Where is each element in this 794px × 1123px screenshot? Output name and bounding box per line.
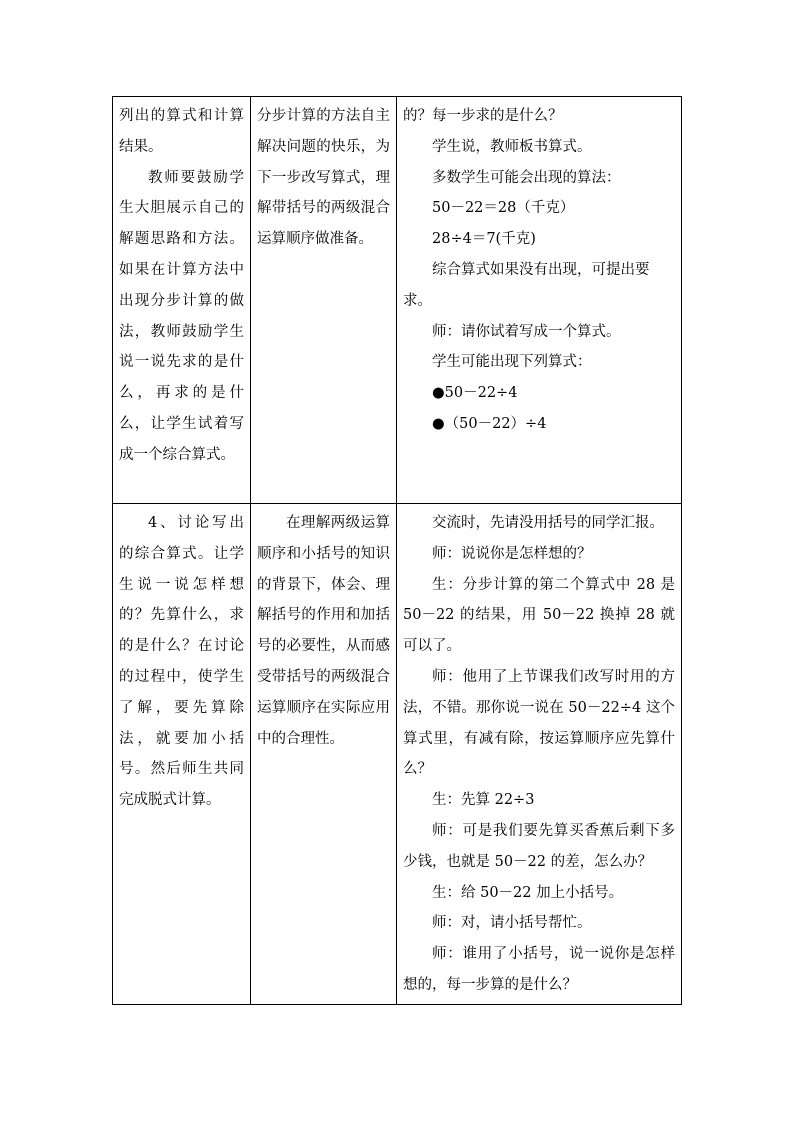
lesson-plan-table [112, 96, 682, 1005]
equation-bullet: ●50－22÷4 [432, 385, 518, 402]
paragraph: 生：分步计算的第二个算式中 28 是 50－22 的结果，用 50－22 换掉 28 就可以了。 [403, 576, 675, 655]
paragraph: 分步计算的方法自主解决问题的快乐，为下一步改写算式，理解带括号的两级混合运算顺序做准备。 [257, 108, 390, 248]
paragraph: 学生可能出现下列算式： [432, 354, 592, 371]
paragraph: 生：给 50－22 加上小括号。 [432, 884, 624, 901]
paragraph: 师：对，请小括号帮忙。 [432, 915, 592, 932]
paragraph: 师：说说你是怎样想的？ [432, 545, 592, 562]
teaching-guidance-cell [113, 97, 251, 504]
paragraph: 在理解两级运算顺序和小括号的知识的背景下，体会、理解括号的作用和加括号的必要性，从而感受带括号的两级混合运算顺序在实际应用中的合理性。 [257, 515, 390, 747]
paragraph: 教师要鼓励学生大胆展示自己的解题思路和方法。如果在计算方法中出现分步计算的做法，教师鼓励学生说一说先求的是什么，再求的是什么，让学生试着写成一个综合算式。 [119, 169, 244, 463]
paragraph: 生：先算 22÷3 [432, 792, 535, 809]
paragraph: 列出的算式和计算结果。 [119, 108, 244, 155]
equation: 50－22＝28（千克） [432, 200, 575, 217]
paragraph: 学生说，教师板书算式。 [432, 138, 592, 155]
teaching-guidance-cell [113, 504, 251, 1005]
equation: 28÷4＝7(千克) [432, 231, 536, 248]
design-intent-cell [251, 504, 397, 1005]
teaching-process-cell [397, 97, 682, 504]
table-row [113, 97, 682, 504]
table-row [113, 504, 682, 1005]
paragraph: 的？每一步求的是什么？ [403, 108, 563, 124]
paragraph: 师：他用了上节课我们改写时用的方法，不错。那你说一说在 50－22÷4 这个算式里，有减有除，按运算顺序应先算什么？ [403, 668, 675, 778]
equation-bullet: ●（50－22）÷4 [432, 415, 547, 432]
design-intent-cell [251, 97, 397, 504]
paragraph: 师：请你试着写成一个算式。 [432, 323, 621, 340]
teaching-process-cell [397, 504, 682, 1005]
paragraph: 师：谁用了小括号，说一说你是怎样想的，每一步算的是什么？ [403, 946, 675, 993]
paragraph: 交流时，先请没用括号的同学汇报。 [432, 515, 664, 531]
paragraph: 4、讨论写出的综合算式。让学生说一说怎样想的？先算什么，求的是什么？在讨论的过程中，使学生了解，要先算除法，就要加小括号。然后师生共同完成脱式计算。 [119, 515, 244, 809]
paragraph: 多数学生可能会出现的算法： [432, 169, 621, 186]
paragraph: 师：可是我们要先算买香蕉后剩下多少钱，也就是 50－22 的差，怎么办？ [403, 822, 675, 870]
paragraph: 综合算式如果没有出现，可提出要求。 [403, 261, 650, 309]
